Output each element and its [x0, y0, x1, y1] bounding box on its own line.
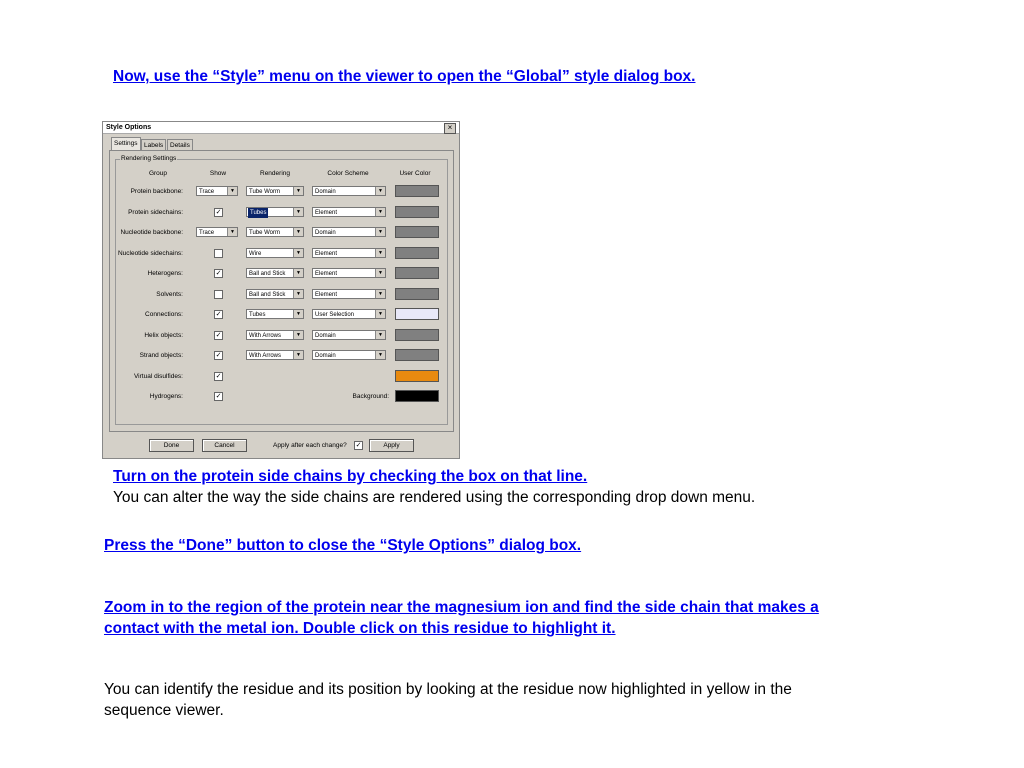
- select-value: Ball and Stick: [249, 271, 286, 277]
- show-checkbox[interactable]: [214, 290, 223, 299]
- chevron-down-icon: ▼: [375, 269, 385, 277]
- chevron-down-icon: ▼: [375, 208, 385, 216]
- tab-settings[interactable]: Settings: [111, 137, 141, 151]
- step4-instruction-line2[interactable]: contact with the metal ion. Double click on this residue to highlight it.: [104, 620, 616, 637]
- select-value: Element: [315, 292, 338, 298]
- color-scheme-select[interactable]: [312, 268, 386, 278]
- background-color-swatch[interactable]: [395, 390, 439, 402]
- chevron-down-icon: ▼: [375, 331, 385, 339]
- show-checkbox[interactable]: ✓: [215, 311, 222, 318]
- chevron-down-icon: ▼: [375, 290, 385, 298]
- select-value: Tubes: [250, 210, 267, 216]
- rendering-select[interactable]: [246, 330, 304, 340]
- user-color-swatch[interactable]: [395, 247, 439, 259]
- step2-note: You can alter the way the side chains are rendered using the corresponding drop down menu.: [113, 489, 756, 506]
- row-label: Heterogens:: [147, 270, 183, 277]
- chevron-down-icon: ▼: [293, 351, 303, 359]
- dialog-title: Style Options: [106, 124, 152, 131]
- row-label: Strand objects:: [139, 352, 183, 359]
- color-scheme-select[interactable]: [312, 330, 386, 340]
- rendering-select[interactable]: [246, 207, 304, 217]
- rendering-select[interactable]: [246, 268, 304, 278]
- step4-instruction-line1[interactable]: Zoom in to the region of the protein near the magnesium ion and find the side chain that makes a: [104, 599, 819, 616]
- show-checkbox[interactable]: ✓: [215, 332, 222, 339]
- chevron-down-icon: ▼: [293, 228, 303, 236]
- show-checkbox[interactable]: ✓: [215, 373, 222, 380]
- row-label: Nucleotide sidechains:: [117, 250, 183, 257]
- chevron-down-icon: ▼: [293, 208, 303, 216]
- show-select[interactable]: [196, 227, 238, 237]
- user-color-swatch[interactable]: [395, 329, 439, 341]
- user-color-swatch[interactable]: [395, 267, 439, 279]
- close-icon[interactable]: ×: [444, 123, 456, 134]
- select-value: Domain: [315, 230, 336, 236]
- show-checkbox[interactable]: ✓: [215, 209, 222, 216]
- cancel-button[interactable]: Cancel: [202, 439, 247, 452]
- chevron-down-icon: ▼: [375, 310, 385, 318]
- rendering-select[interactable]: [246, 350, 304, 360]
- chevron-down-icon: ▼: [375, 351, 385, 359]
- tab-details[interactable]: Details: [167, 139, 193, 151]
- user-color-swatch[interactable]: [395, 288, 439, 300]
- apply-button[interactable]: Apply: [369, 439, 414, 452]
- rendering-select[interactable]: [246, 248, 304, 258]
- row-label: Protein backbone:: [130, 188, 183, 195]
- row-label: Connections:: [145, 311, 183, 318]
- user-color-swatch[interactable]: [395, 349, 439, 361]
- row-label: Helix objects:: [144, 332, 183, 339]
- color-scheme-select[interactable]: [312, 350, 386, 360]
- rendering-select[interactable]: [246, 227, 304, 237]
- show-checkbox[interactable]: [214, 249, 223, 258]
- chevron-down-icon: ▼: [293, 331, 303, 339]
- apply-after-label: Apply after each change?: [273, 442, 347, 449]
- user-color-swatch[interactable]: [395, 308, 439, 320]
- user-color-swatch[interactable]: [395, 185, 439, 197]
- color-scheme-select[interactable]: [312, 207, 386, 217]
- user-color-swatch[interactable]: [395, 226, 439, 238]
- rendering-select[interactable]: [246, 309, 304, 319]
- background-label: Background:: [352, 393, 389, 400]
- chevron-down-icon: ▼: [293, 269, 303, 277]
- select-value: Tube Worm: [249, 230, 281, 236]
- select-value: Wire: [249, 251, 262, 257]
- select-value: Element: [315, 251, 338, 257]
- col-group: Group: [148, 170, 168, 177]
- chevron-down-icon: ▼: [293, 290, 303, 298]
- chevron-down-icon: ▼: [293, 249, 303, 257]
- style-options-dialog: [102, 121, 460, 459]
- color-scheme-select[interactable]: [312, 309, 386, 319]
- rendering-select[interactable]: [246, 186, 304, 196]
- chevron-down-icon: ▼: [375, 228, 385, 236]
- chevron-down-icon: ▼: [227, 187, 237, 195]
- row-label: Virtual disulfides:: [133, 373, 183, 380]
- select-value: Domain: [315, 333, 336, 339]
- apply-after-checkbox[interactable]: ✓: [355, 442, 362, 449]
- chevron-down-icon: ▼: [293, 187, 303, 195]
- row-label: Nucleotide backbone:: [120, 229, 183, 236]
- done-button[interactable]: Done: [149, 439, 194, 452]
- select-value: Domain: [315, 189, 336, 195]
- group-title: Rendering Settings: [121, 155, 177, 162]
- chevron-down-icon: ▼: [227, 228, 237, 236]
- step3-instruction[interactable]: Press the “Done” button to close the “Style Options” dialog box.: [104, 537, 582, 554]
- select-value: User Selection: [315, 312, 355, 318]
- col-user-color: User Color: [399, 170, 431, 177]
- show-checkbox[interactable]: ✓: [215, 352, 222, 359]
- select-value: Trace: [199, 189, 215, 195]
- dialog-titlebar: [103, 122, 459, 134]
- color-scheme-select[interactable]: [312, 248, 386, 258]
- step2-instruction[interactable]: Turn on the protein side chains by checking the box on that line.: [113, 468, 588, 485]
- show-checkbox[interactable]: ✓: [215, 270, 222, 277]
- row-label: Protein sidechains:: [128, 209, 183, 216]
- select-value: Ball and Stick: [249, 292, 286, 298]
- step5-text-line2: sequence viewer.: [104, 702, 224, 719]
- row-label: Hydrogens:: [149, 393, 183, 400]
- color-scheme-select[interactable]: [312, 289, 386, 299]
- color-scheme-select[interactable]: [312, 186, 386, 196]
- col-rendering: Rendering: [260, 170, 290, 177]
- select-value: Element: [315, 210, 338, 216]
- select-value: Domain: [315, 353, 336, 359]
- select-value: With Arrows: [249, 333, 282, 339]
- rendering-select[interactable]: [246, 289, 304, 299]
- chevron-down-icon: ▼: [375, 249, 385, 257]
- chevron-down-icon: ▼: [375, 187, 385, 195]
- user-color-swatch[interactable]: [395, 370, 439, 382]
- step5-text-line1: You can identify the residue and its position by looking at the residue now highlighted in yellow in the: [104, 681, 792, 698]
- col-show: Show: [209, 170, 227, 177]
- show-checkbox[interactable]: ✓: [215, 393, 222, 400]
- user-color-swatch[interactable]: [395, 206, 439, 218]
- select-value: With Arrows: [249, 353, 282, 359]
- col-color-scheme: Color Scheme: [327, 170, 369, 177]
- select-value: Element: [315, 271, 338, 277]
- select-value: Tube Worm: [249, 189, 281, 195]
- select-value: Tubes: [249, 312, 266, 318]
- show-select[interactable]: [196, 186, 238, 196]
- select-value: Trace: [199, 230, 215, 236]
- color-scheme-select[interactable]: [312, 227, 386, 237]
- tab-labels[interactable]: Labels: [141, 139, 166, 151]
- row-label: Solvents:: [156, 291, 183, 298]
- step1-instruction[interactable]: Now, use the “Style” menu on the viewer to open the “Global” style dialog box.: [113, 68, 696, 85]
- chevron-down-icon: ▼: [293, 310, 303, 318]
